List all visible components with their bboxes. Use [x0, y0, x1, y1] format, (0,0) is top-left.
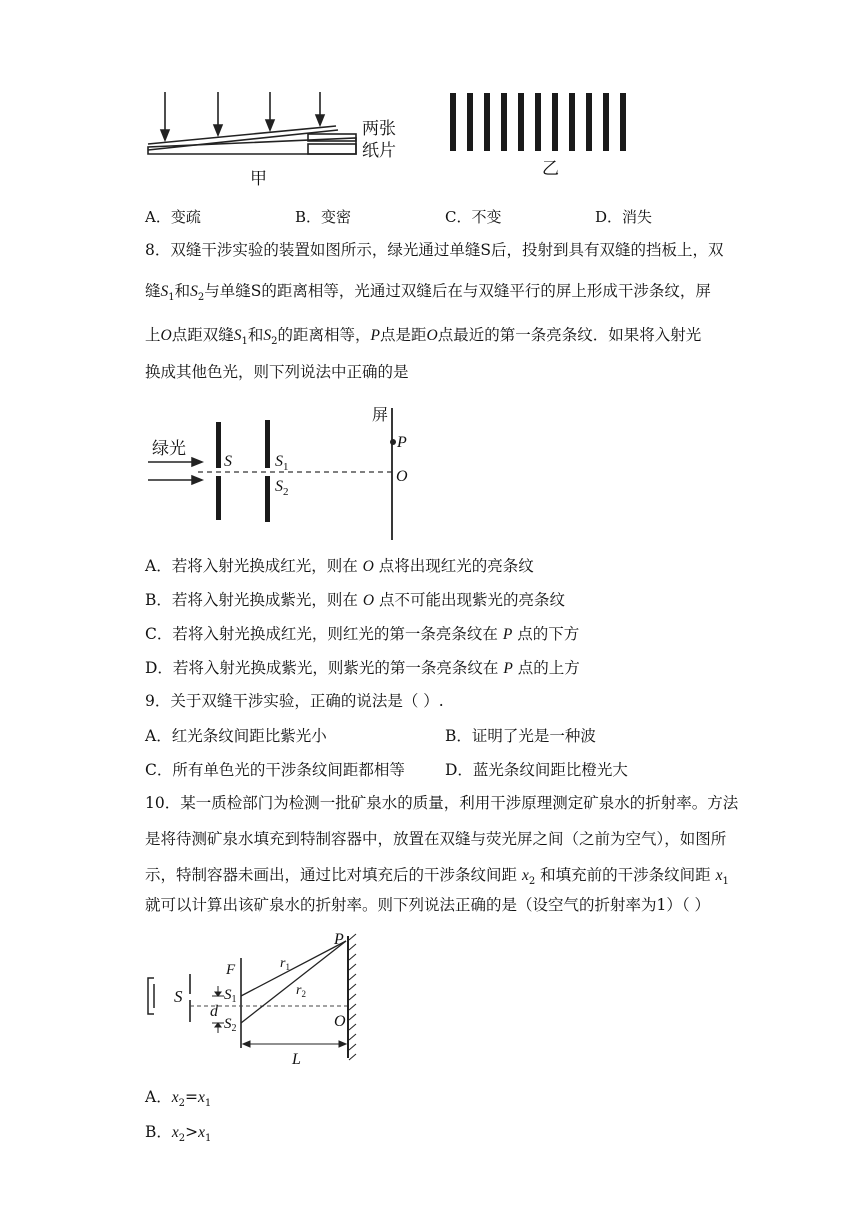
fig10-label-d: d [210, 1003, 218, 1020]
q8-stem-line-2: 缝$S_1$和$S_2$与单缝S的距离相等，光通过双缝后在与双缝平行的屏上形成干涉条纹，屏 [145, 282, 711, 304]
fig7-paper-label-2: 纸片 [362, 141, 396, 160]
fig10-label-s: S [174, 987, 183, 1006]
svg-text:S2 [275, 478, 289, 498]
fig7-left-label: 甲 [250, 169, 267, 188]
q10-stem-line-4: 就可以计算出该矿泉水的折射率。则下列说法正确的是（设空气的折射率为1）（ ） [145, 896, 711, 914]
fig8-label-s1: S [275, 453, 283, 470]
fig7-right-label: 乙 [542, 159, 559, 178]
fig10-label-s2: S [224, 1016, 232, 1032]
fig8-label-s2: S [275, 478, 283, 495]
q9-option-c: C．所有单色光的干涉条纹间距都相等 [145, 761, 405, 779]
fig8-label-o: O [396, 468, 408, 485]
q10-stem-line-3: 示，特制容器未画出，通过比对填充后的干涉条纹间距 $x_2$ 和填充前的干涉条纹间距 $x_1$ [145, 866, 729, 888]
fig10-label-o: O [334, 1013, 346, 1030]
svg-text:S1 [275, 453, 289, 473]
figure-q7-fringes [440, 90, 640, 180]
svg-text:S2 [224, 1016, 237, 1034]
fig8-label-p: P [397, 434, 407, 451]
q7-option-b: B．变密 [295, 208, 352, 226]
q7-option-a: A．变疏 [145, 208, 201, 226]
fig10-label-r2: r [296, 983, 302, 998]
fig8-label-s1-sub: 1 [283, 461, 289, 473]
svg-text:r1 [280, 956, 290, 972]
fig10-label-p: P [334, 931, 344, 948]
figure-q10-interference [140, 928, 380, 1068]
q10-stem-line-2: 是将待测矿泉水填充到特制容器中，放置在双缝与荧光屏之间（之前为空气），如图所 [145, 830, 727, 848]
figure-q8-double-slit [140, 400, 420, 545]
q9-stem: 9．关于双缝干涉实验，正确的说法是（ ）. [145, 692, 444, 710]
fig8-screen-label: 屏 [372, 407, 389, 424]
fig10-label-r1-sub: 1 [285, 962, 290, 972]
q8-stem-line-4: 换成其他色光，则下列说法中正确的是 [145, 363, 409, 381]
q8-option-c: C．若将入射光换成红光，则红光的第一条亮条纹在 P 点的下方 [145, 625, 580, 643]
q7-option-d: D．消失 [595, 208, 653, 226]
q10-option-b: B．$x_2>x_1$ [145, 1123, 212, 1145]
fig8-label-s: S [224, 453, 232, 470]
fig10-label-r1: r [280, 956, 286, 971]
fig7-paper-label-1: 两张 [362, 119, 396, 138]
fig10-label-r2-sub: 2 [301, 989, 306, 999]
q9-option-d: D．蓝光条纹间距比橙光大 [445, 761, 628, 779]
svg-text:r2 [296, 983, 306, 999]
q8-stem-line-3: 上O点距双缝$S_1$和$S_2$的距离相等，P点是距O点最近的第一条亮条纹．如果将入射光 [145, 326, 702, 348]
q8-option-b: B．若将入射光换成紫光，则在 O 点不可能出现紫光的亮条纹 [145, 591, 565, 609]
q8-option-d: D．若将入射光换成紫光，则紫光的第一条亮条纹在 P 点的上方 [145, 659, 580, 677]
q9-option-b: B．证明了光是一种波 [445, 727, 596, 745]
q10-stem-line-1: 10．某一质检部门为检测一批矿泉水的质量，利用干涉原理测定矿泉水的折射率。方法 [145, 794, 739, 812]
fig10-label-s1: S [224, 987, 232, 1003]
svg-text:S1 [224, 987, 237, 1005]
q8-option-a: A．若将入射光换成红光，则在 O 点将出现红光的亮条纹 [145, 557, 534, 575]
q10-option-a: A．$x_2=x_1$ [145, 1088, 212, 1110]
q9-option-a: A．红光条纹间距比紫光小 [145, 727, 327, 745]
q7-option-c: C．不变 [445, 208, 502, 226]
fig10-label-f: F [226, 962, 236, 978]
figure-q7-wedge [140, 84, 420, 194]
fig10-label-s1-sub: 1 [231, 994, 237, 1005]
fig8-green-light-label: 绿光 [152, 439, 186, 458]
fig8-label-s2-sub: 2 [283, 486, 289, 498]
fig10-label-l: L [292, 1051, 301, 1068]
q8-stem-line-1: 8．双缝干涉实验的装置如图所示，绿光通过单缝S后，投射到具有双缝的挡板上，双 [145, 241, 724, 259]
fig10-label-s2-sub: 2 [231, 1023, 237, 1034]
